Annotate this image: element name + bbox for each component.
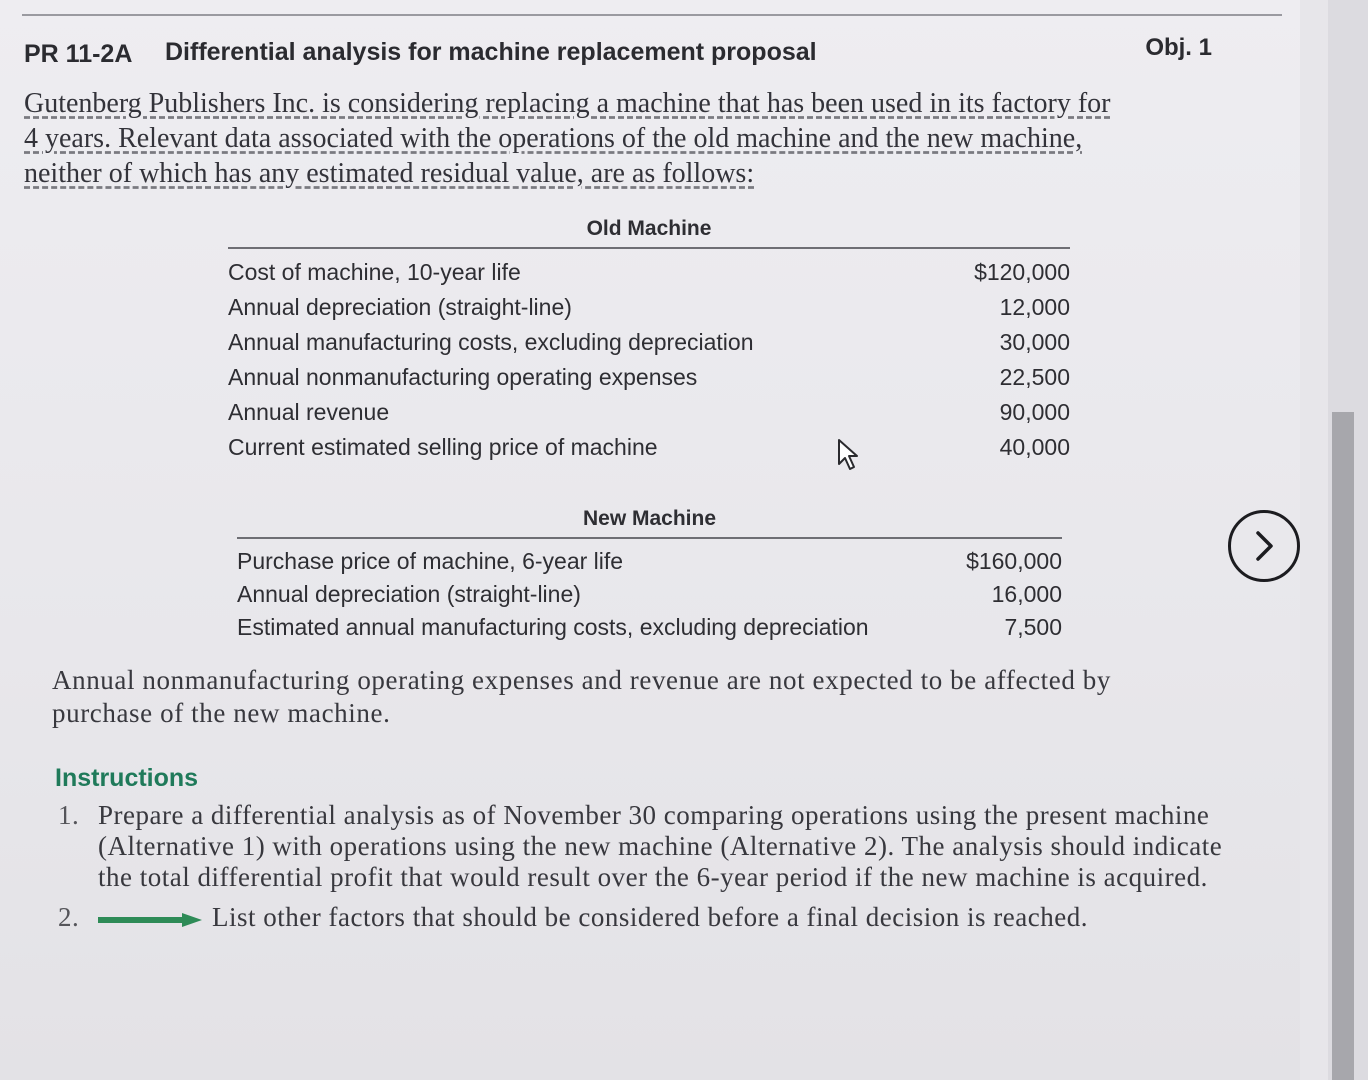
old-machine-heading: Old Machine <box>228 217 1070 249</box>
row-value: 30,000 <box>999 329 1070 355</box>
table-row <box>228 360 1070 395</box>
chevron-right-icon <box>1250 528 1278 564</box>
row-value: 7,500 <box>1004 614 1062 640</box>
scrollbar-thumb[interactable] <box>1332 412 1354 1080</box>
scrollbar-track[interactable] <box>1300 0 1328 1080</box>
new-machine-table <box>237 507 1062 644</box>
item-number: 1. <box>58 800 80 830</box>
item-text: Prepare a differential analysis as of November 30 comparing operations using the present machine (Alternative 1) with operations using the new machine (Alternative 2). The analysis should indicate the total differential profit that would result over the 6-year period if the new machine is acquired. <box>98 800 1223 892</box>
old-machine-table <box>228 217 1070 465</box>
row-value: 22,500 <box>999 364 1070 390</box>
row-label: Annual depreciation (straight-line) <box>237 581 581 607</box>
row-label: Annual revenue <box>228 399 390 425</box>
item-text: List other factors that should be considered before a final decision is reached. <box>212 902 1088 932</box>
table-row <box>237 578 1062 611</box>
note-paragraph <box>52 664 1262 730</box>
intro-line: Gutenberg Publishers Inc. is considering replacing a machine that has been used in its factory for <box>24 88 1111 119</box>
row-label: Annual manufacturing costs, excluding depreciation <box>228 329 754 355</box>
note-line: purchase of the new machine. <box>52 698 391 728</box>
row-value: 90,000 <box>999 399 1070 425</box>
row-value: $120,000 <box>974 259 1070 285</box>
problem-title: Differential analysis for machine replacement proposal <box>165 38 817 66</box>
row-value: 12,000 <box>999 294 1070 320</box>
item-text-wrapper <box>98 902 1253 933</box>
intro-paragraph <box>24 86 1282 191</box>
table-row <box>228 430 1070 465</box>
instructions-list <box>58 800 1253 942</box>
problem-id: PR 11-2A <box>24 40 133 68</box>
mouse-pointer-icon <box>836 438 862 472</box>
new-machine-heading: New Machine <box>237 507 1062 539</box>
row-value: 40,000 <box>999 434 1070 460</box>
objective-label: Obj. 1 <box>1145 34 1212 61</box>
intro-line: neither of which has any estimated residual value, are as follows: <box>24 158 755 189</box>
table-row <box>237 611 1062 644</box>
list-item <box>58 902 1253 933</box>
note-line: Annual nonmanufacturing operating expenses and revenue are not expected to be affected by <box>52 665 1111 695</box>
table-row <box>228 395 1070 430</box>
table-row <box>228 325 1070 360</box>
row-label: Purchase price of machine, 6-year life <box>237 548 624 574</box>
top-divider <box>22 14 1282 16</box>
arrow-right-icon <box>98 913 202 927</box>
table-row <box>237 545 1062 578</box>
row-label: Annual depreciation (straight-line) <box>228 294 572 320</box>
row-label: Cost of machine, 10-year life <box>228 259 521 285</box>
table-row <box>228 290 1070 325</box>
row-label: Current estimated selling price of machine <box>228 434 658 460</box>
table-row <box>228 255 1070 290</box>
list-item <box>58 800 1253 893</box>
row-label: Estimated annual manufacturing costs, excluding depreciation <box>237 614 869 640</box>
item-number: 2. <box>58 902 80 932</box>
row-label: Annual nonmanufacturing operating expenses <box>228 364 698 390</box>
next-button[interactable] <box>1228 510 1300 582</box>
row-value: $160,000 <box>966 548 1062 574</box>
intro-line: 4 years. Relevant data associated with the operations of the old machine and the new machine, <box>24 123 1083 154</box>
row-value: 16,000 <box>991 581 1062 607</box>
instructions-heading: Instructions <box>55 764 199 792</box>
